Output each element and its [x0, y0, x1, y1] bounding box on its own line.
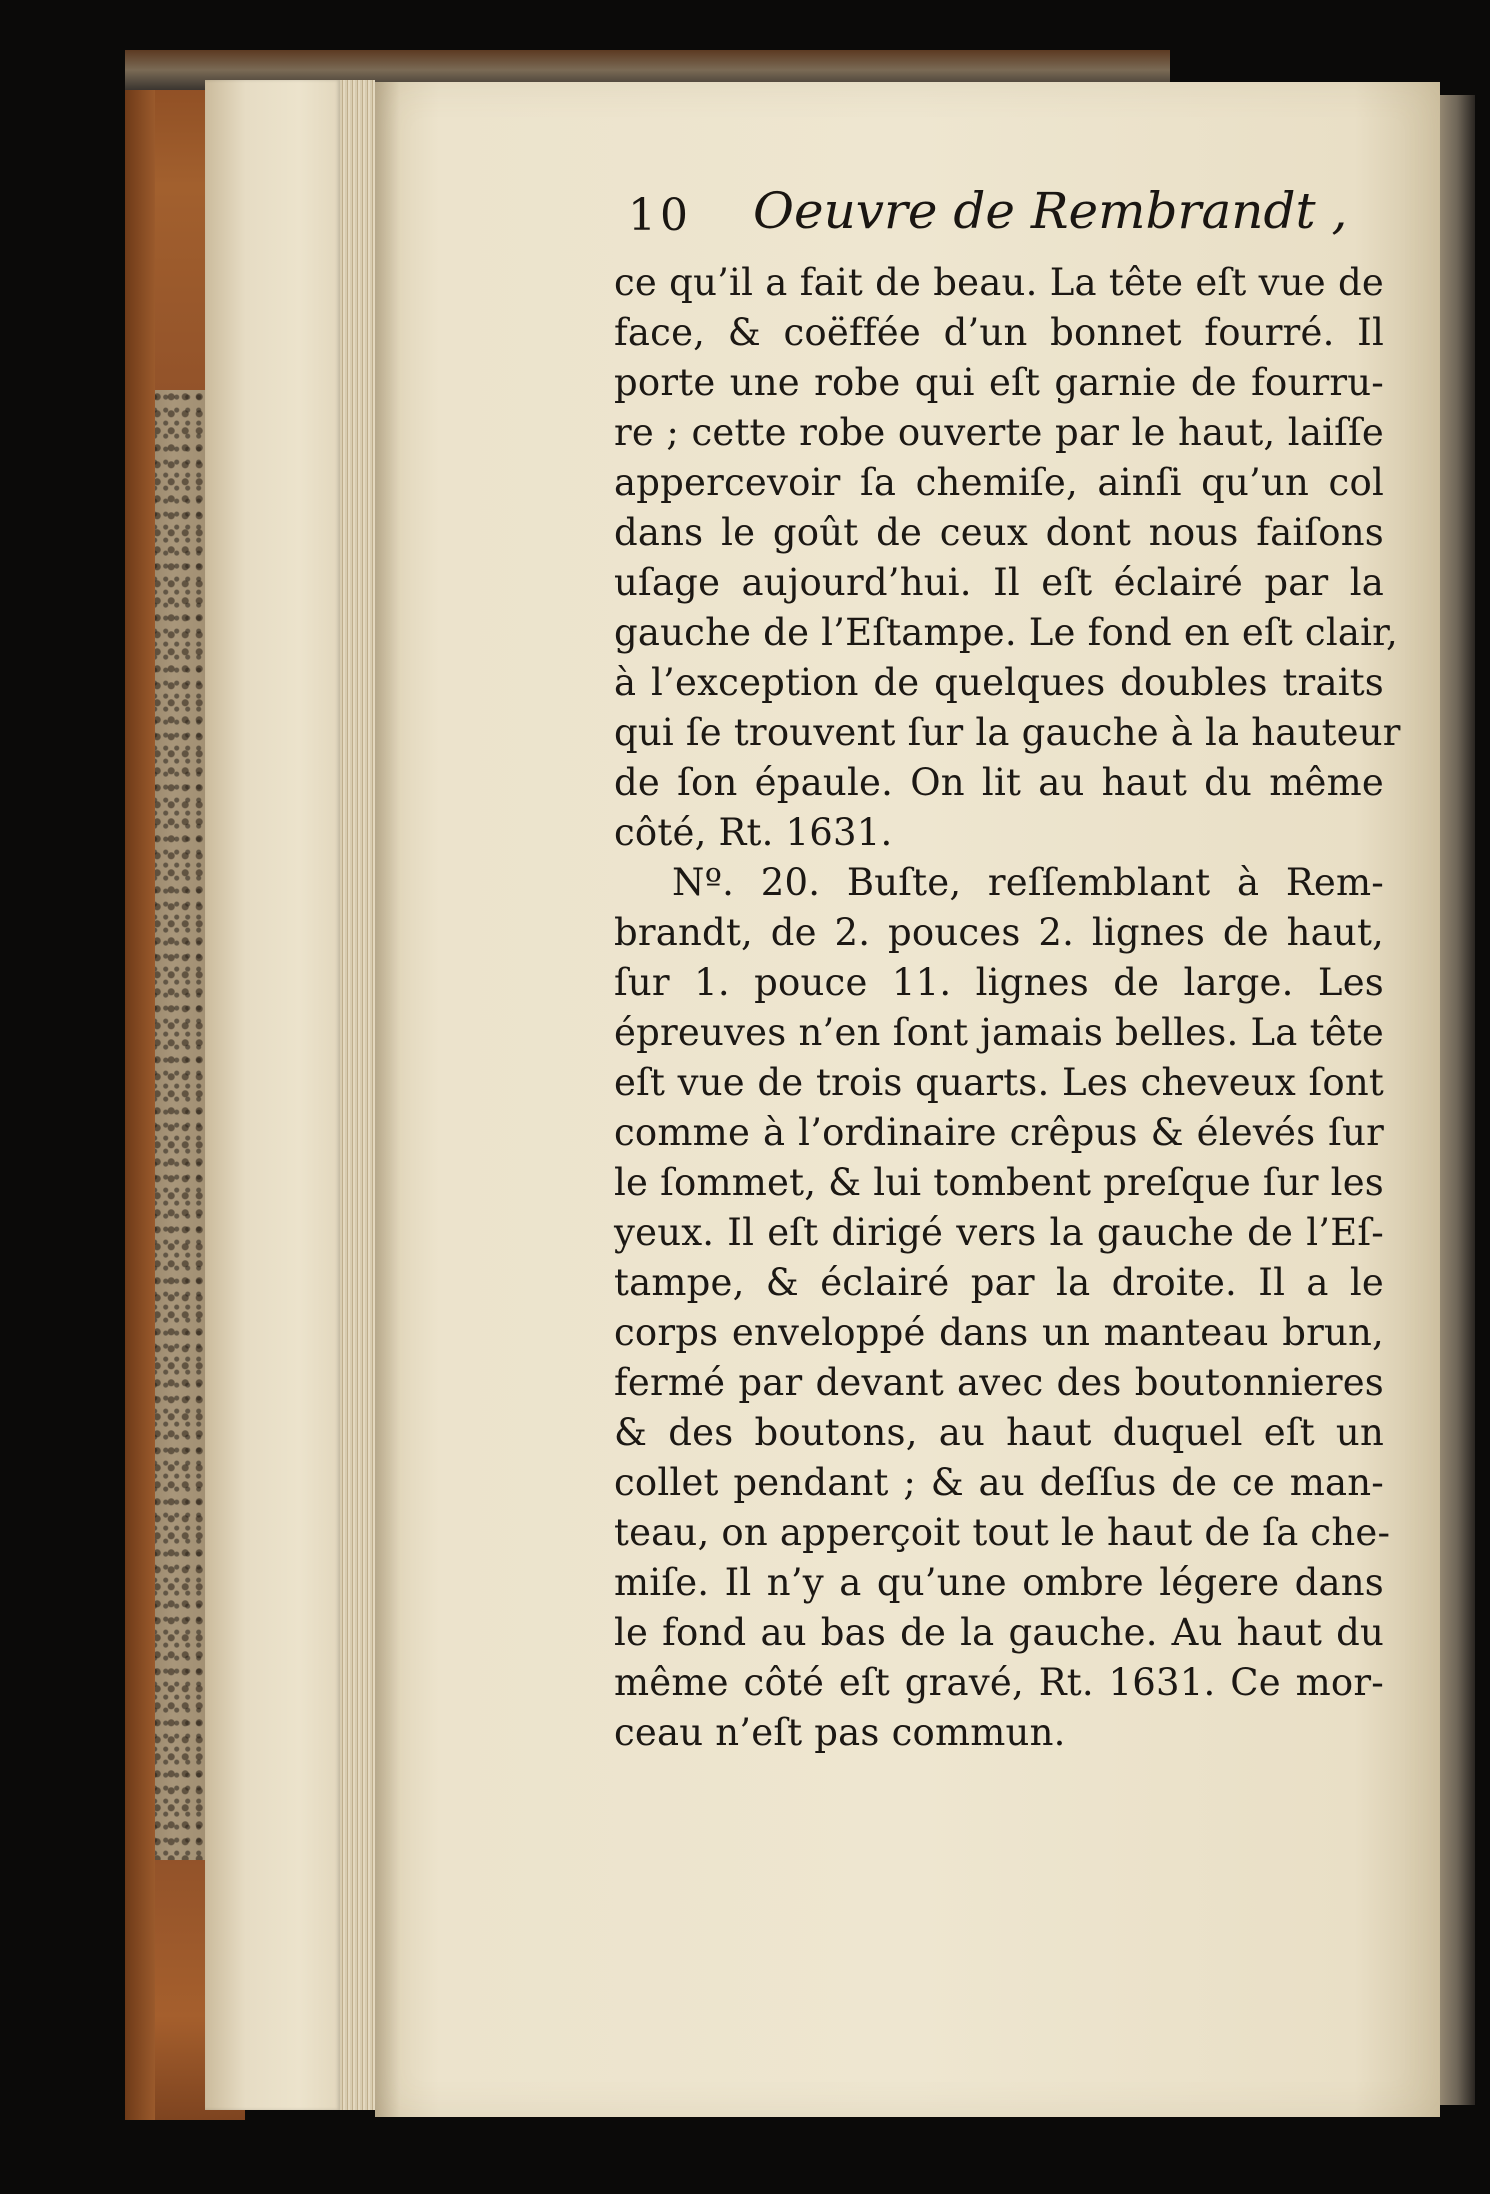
text-line: uſage aujourd’hui. Il eſt éclairé par la [614, 561, 1384, 604]
text-line: qui ſe trouvent ſur la gauche à la hauteur [614, 711, 1401, 754]
entry-start-line: Nº. 20. Buſte, reſſemblant à Rem- [672, 861, 1384, 904]
text-line: à l’exception de quelques doubles traits [614, 661, 1384, 704]
text-line: gauche de l’Eſtampe. Le fond en eſt clair, [614, 611, 1398, 654]
text-line: épreuves n’en ſont jamais belles. La tête [614, 1011, 1384, 1054]
text-line: le ſommet, & lui tombent preſque ſur les [614, 1161, 1384, 1204]
text-line: ceau n’eſt pas commun. [614, 1711, 1066, 1754]
text-line: ce qu’il a fait de beau. La tête eſt vue de [614, 261, 1384, 304]
text-line: miſe. Il n’y a qu’une ombre légere dans [614, 1561, 1384, 1604]
text-line: face, & coëffée d’un bonnet fourré. Il [614, 311, 1384, 354]
text-line: yeux. Il eſt dirigé vers la gauche de l’Eſ- [614, 1211, 1384, 1254]
facing-page-edge [205, 80, 340, 2110]
text-line: & des boutons, au haut duquel eſt un [614, 1411, 1384, 1454]
text-line: teau, on apperçoit tout le haut de ſa che- [614, 1511, 1391, 1554]
text-line: le fond au bas de la gauche. Au haut du [614, 1611, 1384, 1654]
page-header [628, 182, 1388, 248]
text-line: appercevoir ſa chemiſe, ainſi qu’un col [614, 461, 1384, 504]
text-line: re ; cette robe ouverte par le haut, laiſſe [614, 411, 1384, 454]
text-line: porte une robe qui eſt garnie de fourru- [614, 361, 1384, 404]
text-line: brandt, de 2. pouces 2. lignes de haut, [614, 911, 1384, 954]
text-line: comme à l’ordinaire crêpus & élevés ſur [614, 1111, 1384, 1154]
text-line: de ſon épaule. On lit au haut du même [614, 761, 1384, 804]
page-stack-edges [340, 80, 375, 2110]
gutter-shadow [375, 82, 400, 2117]
text-line: eſt vue de trois quarts. Les cheveux ſont [614, 1061, 1384, 1104]
page-number: 10 [628, 190, 692, 241]
text-line: dans le goût de ceux dont nous faiſons [614, 511, 1384, 554]
text-line: côté, Rt. 1631. [614, 811, 893, 854]
text-line: ſur 1. pouce 11. lignes de large. Les [614, 961, 1384, 1004]
text-line: collet pendant ; & au deſſus de ce man- [614, 1461, 1384, 1504]
text-line: tampe, & éclairé par la droite. Il a le [614, 1261, 1384, 1304]
text-line: même côté eſt gravé, Rt. 1631. Ce mor- [614, 1661, 1384, 1704]
leather-spine-edge [125, 50, 155, 2120]
running-title: Oeuvre de Rembrandt , [753, 182, 1348, 240]
text-line: corps enveloppé dans un manteau brun, [614, 1311, 1384, 1354]
text-line: fermé par devant avec des boutonnieres [614, 1361, 1384, 1404]
body-text [614, 258, 1401, 1758]
